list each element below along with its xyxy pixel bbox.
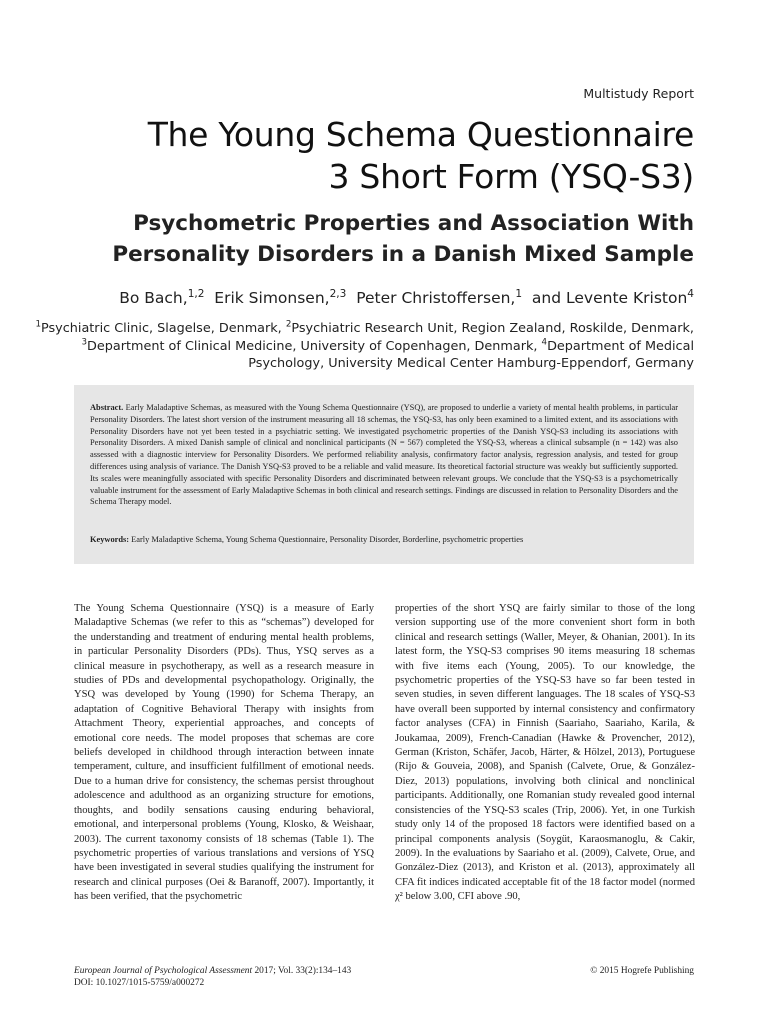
author-name: Peter Christoffersen, [356, 289, 516, 307]
affiliation-marker: 1 [35, 319, 42, 330]
article-subtitle [54, 208, 694, 270]
author-list [54, 288, 694, 308]
author-name: Bo Bach, [119, 289, 188, 307]
keywords [90, 534, 678, 545]
subtitle-line-1: Psychometric Properties and Association With [133, 211, 694, 236]
affiliation-marker: 3 [81, 337, 88, 348]
title-line-1: The Young Schema Questionnaire [147, 115, 694, 154]
affiliations [34, 320, 694, 373]
author-affiliation-marker: 2,3 [329, 287, 347, 300]
keywords-text: Early Maladaptive Schema, Young Schema Questionnaire, Personality Disorder, Borderline, psychometric properties [131, 535, 524, 544]
affiliation: Psychiatric Research Unit, Region Zealand, Roskilde, Denmark, [291, 321, 694, 336]
copyright: © 2015 Hogrefe Publishing [590, 966, 694, 976]
abstract [90, 402, 678, 508]
author-affiliation-marker: 1,2 [187, 287, 205, 300]
affiliation: Department of Medical Psychology, University Medical Center Hamburg-Eppendorf, Germany [248, 338, 694, 371]
affiliation: Department of Clinical Medicine, University of Copenhagen, Denmark, [87, 338, 538, 354]
author-name: Erik Simonsen, [214, 289, 330, 307]
author-affiliation-marker: 1 [515, 287, 523, 300]
body-column-right: properties of the short YSQ are fairly similar to those of the long version supporting use of the more convenient short form in both clinical and research settings (Waller, Meyer, & Ohanian, 2001). In its latest form, the YSQ-S3 comprises 90 items measuring 18 schemas with five items each (Young, 2005). To our knowledge, the psychometric properties of the YSQ-S3 have so far been tested in seven studies, in seven different languages. The 18 scales of YSQ-S3 have overall been supported by internal consistency and confirmatory factor analyses (CFA) in Finnish (Saariaho, Saariaho, Karila, & Joukamaa, 2009), French-Canadian (Hawke & Provencher, 2012), German (Kriston, Schäfer, Jacob, Härter, & Hölzel, 2013), Portuguese (Rijo & Gouveia, 2008), and Spanish (Calvete, Orue, & González-Diez, 2013) populations, involving both clinical and nonclinical participants. Additionally, one Romanian study revealed good internal consistencies of the YSQ-S3 scales (Trip, 2006). Yet, in one Turkish study only 14 of the proposed 18 factors were identified based on a principal components analysis (Soygüt, Karaosmanoglu, & Cakir, 2009). In the evaluations by Saariaho et al. (2009), Calvete, Orue, and González-Diez (2013), and Kriston et al. (2013), approximately all CFA fit indices indicated acceptable fit of the 18 factor model (normed χ² below 3.00, CFI above .90, [395, 603, 695, 903]
author-name: and Levente Kriston [531, 289, 688, 307]
citation-volume: 2017; Vol. 33(2):134–143 [254, 966, 352, 976]
body-column-left: The Young Schema Questionnaire (YSQ) is a measure of Early Maladaptive Schemas (we refer to this as “schemas”) developed for the understanding and treatment of enduring mental health problems, in particular Personality Disorders (PDs). Thus, YSQ serves as a clinical measure in psychotherapy, as well as a research measure in studies of PDs and developmental psychopathology. Originally, the YSQ was developed by Young (1990) for Schema Therapy, an adaptation of Cognitive Behavioral Therapy with insights from Attachment Theory, experiential approaches, and concepts of emotional core needs. The model proposes that schemas are core beliefs developed in childhood through interaction between innate temperament, culture, and insufficient fulfillment of emotional needs. Due to a human drive for consistency, the schemas persist throughout adolescence and adulthood as an organizing structure for emotions, thoughts, and bodily sensations causing enduring behavioral, emotional, and interpersonal problems (Young, Klosko, & Weishaar, 2003). The current taxonomy consists of 18 schemas (Table 1). The psychometric properties of various translations and versions of YSQ have been investigated in several studies qualifying the instrument for research and clinical purposes (Oei & Baranoff, 2007). Importantly, it has been verified, that the psychometric [74, 603, 374, 903]
journal-name: European Journal of Psychological Assessment [74, 966, 253, 976]
keywords-label: Keywords: [90, 535, 130, 544]
subtitle-line-2: Personality Disorders in a Danish Mixed Sample [112, 242, 694, 267]
doi: DOI: 10.1027/1015-5759/a000272 [74, 978, 205, 988]
abstract-label: Abstract. [90, 403, 124, 412]
title-line-2: 3 Short Form (YSQ-S3) [328, 157, 694, 196]
affiliation: Psychiatric Clinic, Slagelse, Denmark, [41, 321, 282, 336]
affiliation-marker: 4 [541, 337, 548, 348]
journal-citation [74, 965, 351, 989]
report-type-label: Multistudy Report [583, 86, 694, 101]
abstract-text: Early Maladaptive Schemas, as measured with the Young Schema Questionnaire (YSQ), are proposed to underlie a variety of mental health problems, in particular Personality Disorders. The latest short version of the instrument measuring all 18 schemas, the YSQ-S3, has only been examined to a limited extent, and its associations with Personality Disorders have not yet been tested in a psychiatric setting. We investigated psychometric properties of the Danish YSQ-S3 including its associations with Personality Disorders. A mixed Danish sample of clinical and nonclinical participants (N = 567) completed the YSQ-S3, whereas a clinical subsample (n = 142) was also assessed with a diagnostic interview for Personality Disorders. We performed reliability analysis, confirmatory factor analysis, regression analysis, and tested for group differences using analysis of variance. The Danish YSQ-S3 proved to be a reliable and valid measure. Its theoretical factorial structure was weakly but sufficiently supported. Its scales were meaningfully associated with specific Personality Disorders and discriminated between relevant groups. We conclude that the YSQ-S3 is a psychometrically valuable instrument for the assessment of Early Maladaptive Schemas in both clinical and research settings. Findings are discussed in relation to Personality Disorders and the Schema Therapy model. [90, 403, 678, 507]
author-affiliation-marker: 4 [687, 287, 694, 300]
abstract-box [74, 385, 694, 564]
affiliation-marker: 2 [285, 319, 292, 330]
article-title [54, 114, 694, 198]
